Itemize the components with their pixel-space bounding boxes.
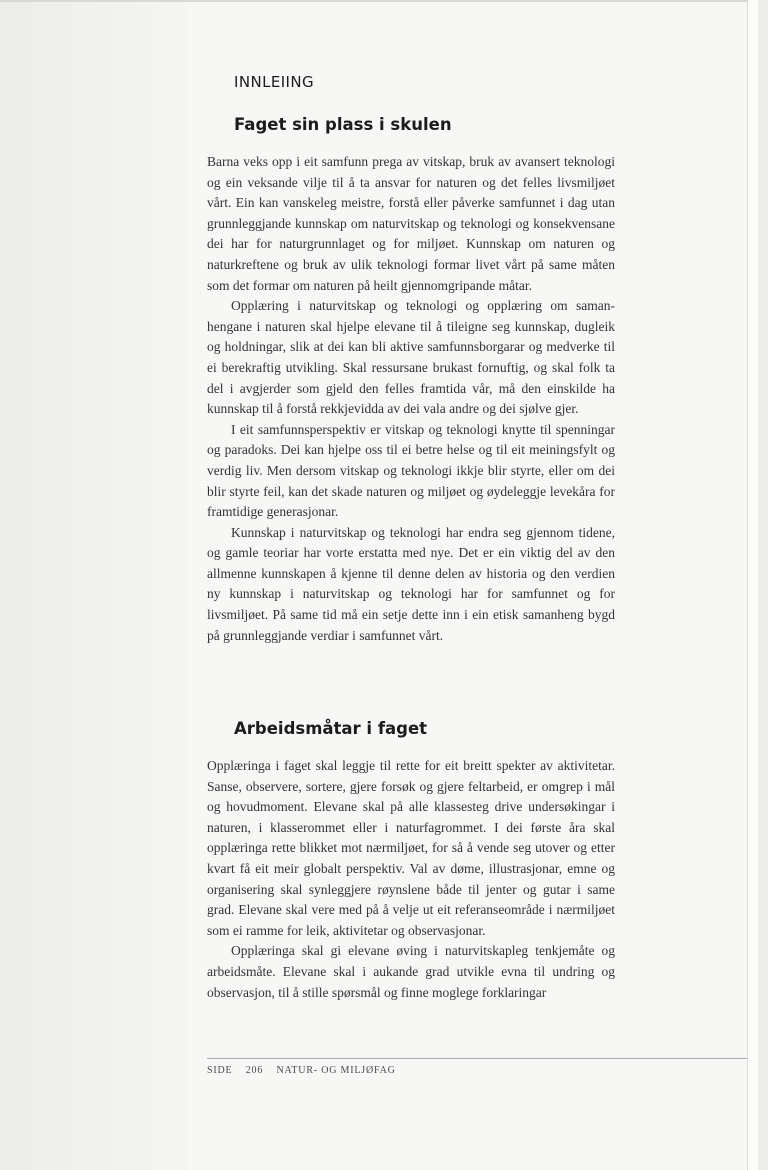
paragraph: Barna veks opp i eit samfunn prega av vitskap, bruk av avansert teknologi og ein veksande vilje til å ta ansvar for naturen og det felles livsmiljøet vårt. Ein kan vanskeleg meistre, forstå eller påverke samfunnet i dag utan grunnleggjande kunnskap om naturvitskap og teknologi og konsekvensane dei har for naturgrunnlaget og for miljøet. Kunnskap om naturen og naturkreftene og bruk av ulik teknologi formar livet vårt på same måten som det formar om naturen på heilt gjennomgripande måtar. xyxy=(207,154,615,293)
heading-arbeidsmatar: Arbeidsmåtar i faget xyxy=(234,719,428,738)
paragraph: Opplæring i naturvitskap og teknologi og opplæring om samanhengane i naturen skal hjelpe elevane til å tileigne seg kunnskap, dugleik og holdningar, slik at dei kan bli aktive samfunnsborgarar og medverke til ei berekraftig utvikling. Skal ressursane brukast fornuftig, og skal folk ta del i avgjerder som gjeld den felles framtida vår, må den einskilde ha kunnskap til å forstå rekkjevidda av dei vala andre og dei sjølve gjer. xyxy=(207,298,615,417)
section-label: INNLEIING xyxy=(234,73,314,91)
top-edge-line xyxy=(0,0,758,2)
footer-divider xyxy=(207,1058,758,1059)
footer-page-number: 206 xyxy=(245,1065,264,1076)
page-shading xyxy=(0,0,190,1170)
paragraph: I eit samfunnsperspektiv er vitskap og teknologi knytte til spenningar og paradoks. Dei kan hjelpe oss til ei betre helse og til eit meiningsfylt og verdig liv. Men dersom vitskap og teknologi ikkje blir styrte, eller om dei blir styrte feil, kan det skade naturen og miljøet og øydeleggje levekåra for framtidige generasjonar. xyxy=(207,421,615,520)
paragraph: Kunnskap i naturvitskap og teknologi har endra seg gjennom tidene, og gamle teoriar har vorte erstatta med nye. Det er ein viktig del av den allmenne kunnskapen å kjenne til denne delen av historia og den verdien ny kunnskap i naturvitskap og teknologi har for samfunnet og for livsmiljøet. På same tid må ein setje dette inn i ein etisk samanheng bygd på grunnleggjande verdiar i samfunnet vårt. xyxy=(207,524,615,643)
footer-subject: NATUR- OG MILJØFAG xyxy=(276,1065,396,1076)
body-arbeidsmatar xyxy=(207,756,615,1003)
footer-side-label: SIDE xyxy=(207,1065,233,1076)
heading-faget-sin-plass: Faget sin plass i skulen xyxy=(234,115,452,134)
page-right-edge xyxy=(747,0,758,1170)
paragraph: Opplæringa i faget skal leggje til rette for eit breitt spekter av aktivitetar. Sanse, observere, sortere, gjere forsøk og gjere feltarbeid, er omgrep i mål og hovudmoment. Elevane skal på alle klassesteg drive undersøkingar i naturen, i klasserommet eller i naturfagrommet. I dei første åra skal opplæringa rette blikket mot nærmiljøet, for så å vende seg utover og etter kvart få eit meir globalt perspektiv. Val av døme, illustrasjonar, emne og organisering skal synleggjere røynslene både til jenter og gutar i same grad. Elevane skal vere med på å velje ut eit referanseområde i nærmiljøet som ei ramme for leik, aktivitetar og observasjonar. xyxy=(207,758,615,938)
body-faget-sin-plass xyxy=(207,152,615,646)
paragraph: Opplæringa skal gi elevane øving i naturvitskapleg tenkjemåte og arbeidsmåte. Elevane skal i aukande grad utvikle evna til undring og observasjon, til å stille spørsmål og finne moglege forklaringar xyxy=(207,943,615,1000)
page-footer xyxy=(207,1065,406,1076)
